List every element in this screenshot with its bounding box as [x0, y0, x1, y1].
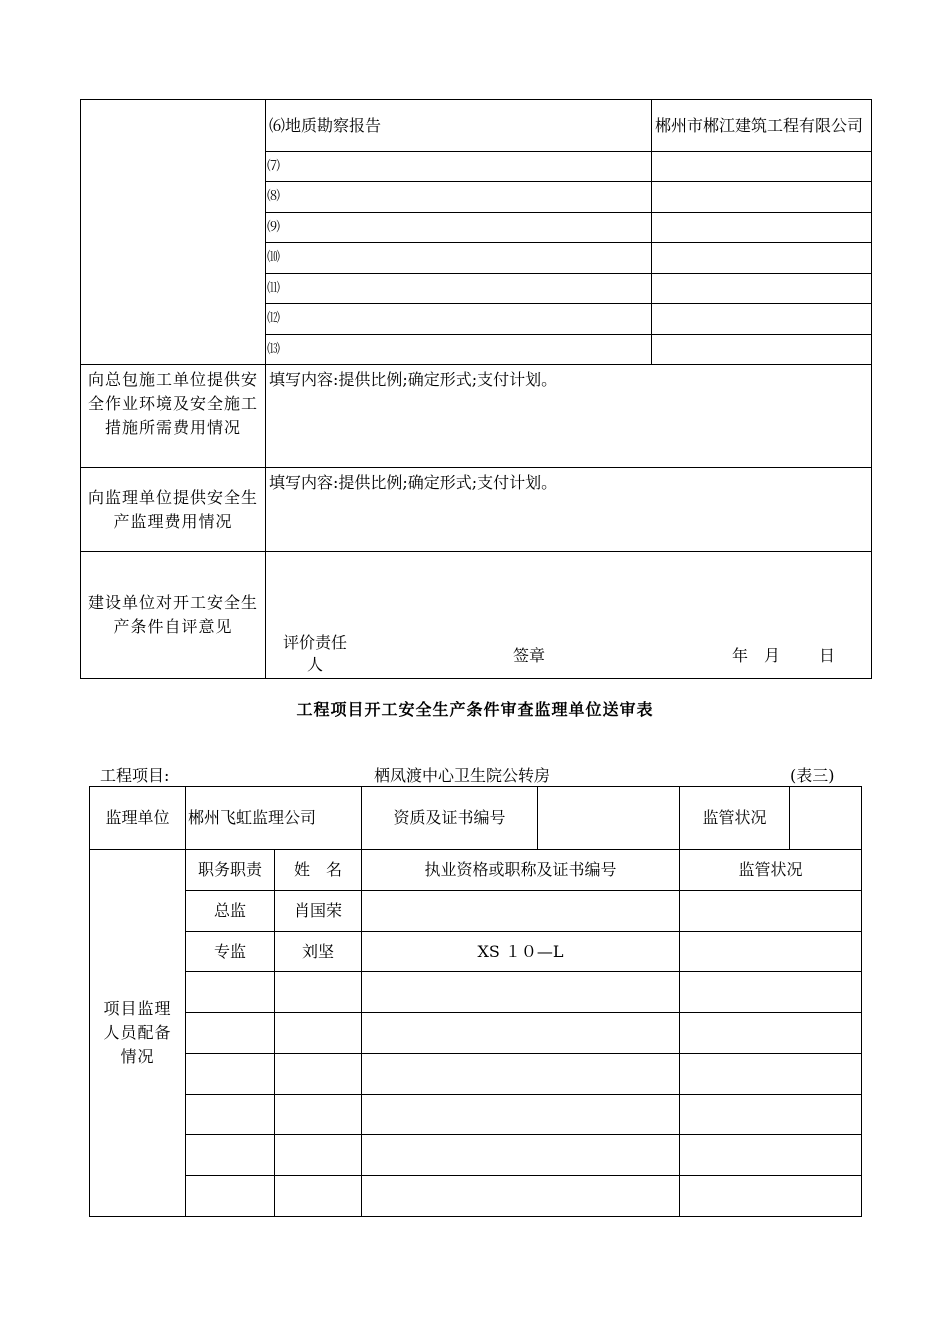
- staff-role: 总监: [186, 891, 275, 932]
- safety-conditions-table: [80, 99, 872, 679]
- staff-name: [275, 1054, 362, 1095]
- staff-cert: [362, 1054, 680, 1095]
- staff-role: [186, 1095, 275, 1135]
- staff-status: [680, 1013, 862, 1054]
- form-title: 工程项目开工安全生产条件审查监理单位送审表: [296, 700, 654, 719]
- responsible-person-label: 评价责任人: [282, 633, 347, 674]
- year-label: 年: [732, 646, 749, 665]
- item-number: ⑼: [266, 213, 652, 243]
- staff-name: [275, 972, 362, 1013]
- staff-name: 刘坚: [275, 932, 362, 972]
- cert-value: [538, 787, 680, 850]
- item-number: ⑺: [266, 152, 652, 182]
- status-label: 监管状况: [680, 787, 790, 850]
- staff-status: [680, 1176, 862, 1217]
- project-name: 栖凤渡中心卫生院公转房: [374, 766, 551, 785]
- staffing-label: 项目监理人员配备情况: [90, 850, 186, 1217]
- staff-role: [186, 1135, 275, 1176]
- item-number: ⑿: [266, 304, 652, 335]
- column-header-status: 监管状况: [680, 850, 862, 891]
- self-eval-label: 建设单位对开工安全生产条件自评意见: [81, 552, 266, 679]
- unit-cell: [652, 243, 872, 274]
- self-eval-cell: [266, 552, 872, 679]
- supervisor-fee-label: 向监理单位提供安全生产监理费用情况: [81, 468, 266, 552]
- item-number: ⒀: [266, 335, 652, 365]
- staff-name: [275, 1135, 362, 1176]
- item-number: ⑻: [266, 182, 652, 213]
- staff-status: [680, 1054, 862, 1095]
- staff-cert: [362, 1013, 680, 1054]
- unit-cell: 郴州市郴江建筑工程有限公司: [652, 100, 872, 152]
- staff-status: [680, 1135, 862, 1176]
- item-cell: ⑹地质勘察报告: [266, 100, 652, 152]
- project-label: 工程项目:: [100, 766, 170, 785]
- supervision-unit-value: 郴州飞虹监理公司: [186, 787, 362, 850]
- staff-role: [186, 1054, 275, 1095]
- item-number: ⑽: [266, 243, 652, 274]
- item-number: ⑾: [266, 274, 652, 304]
- unit-cell: [652, 213, 872, 243]
- table-number: (表三): [790, 766, 835, 785]
- staff-status: [680, 932, 862, 972]
- staff-status: [680, 1095, 862, 1135]
- column-header-cert: 执业资格或职称及证书编号: [362, 850, 680, 891]
- month-label: 月: [764, 646, 781, 665]
- staff-role: [186, 1013, 275, 1054]
- staff-cert: [362, 1095, 680, 1135]
- staff-role: [186, 972, 275, 1013]
- contractor-fee-text: 填写内容:提供比例;确定形式;支付计划。: [266, 365, 872, 468]
- staff-status: [680, 891, 862, 932]
- supervision-unit-table: [89, 786, 862, 1217]
- blank-left-cell: [81, 100, 266, 365]
- day-label: 日: [819, 646, 836, 665]
- staff-cert: [362, 891, 680, 932]
- unit-cell: [652, 182, 872, 213]
- staff-cert: XS １０—L: [362, 932, 680, 972]
- staff-role: [186, 1176, 275, 1217]
- staff-status: [680, 972, 862, 1013]
- supervision-unit-label: 监理单位: [90, 787, 186, 850]
- supervisor-fee-text: 填写内容:提供比例;确定形式;支付计划。: [266, 468, 872, 552]
- unit-cell: [652, 335, 872, 365]
- staff-name: 肖国荣: [275, 891, 362, 932]
- staff-name: [275, 1013, 362, 1054]
- staff-name: [275, 1176, 362, 1217]
- cert-label: 资质及证书编号: [362, 787, 538, 850]
- contractor-fee-label: 向总包施工单位提供安全作业环境及安全施工措施所需费用情况: [81, 365, 266, 468]
- status-value: [790, 787, 862, 850]
- unit-cell: [652, 152, 872, 182]
- staff-cert: [362, 972, 680, 1013]
- sign-label: 签章: [513, 646, 546, 665]
- staff-cert: [362, 1135, 680, 1176]
- unit-cell: [652, 274, 872, 304]
- column-header-name: 姓 名: [275, 850, 362, 891]
- staff-role: 专监: [186, 932, 275, 972]
- staff-name: [275, 1095, 362, 1135]
- column-header-role: 职务职责: [186, 850, 275, 891]
- staff-cert: [362, 1176, 680, 1217]
- unit-cell: [652, 304, 872, 335]
